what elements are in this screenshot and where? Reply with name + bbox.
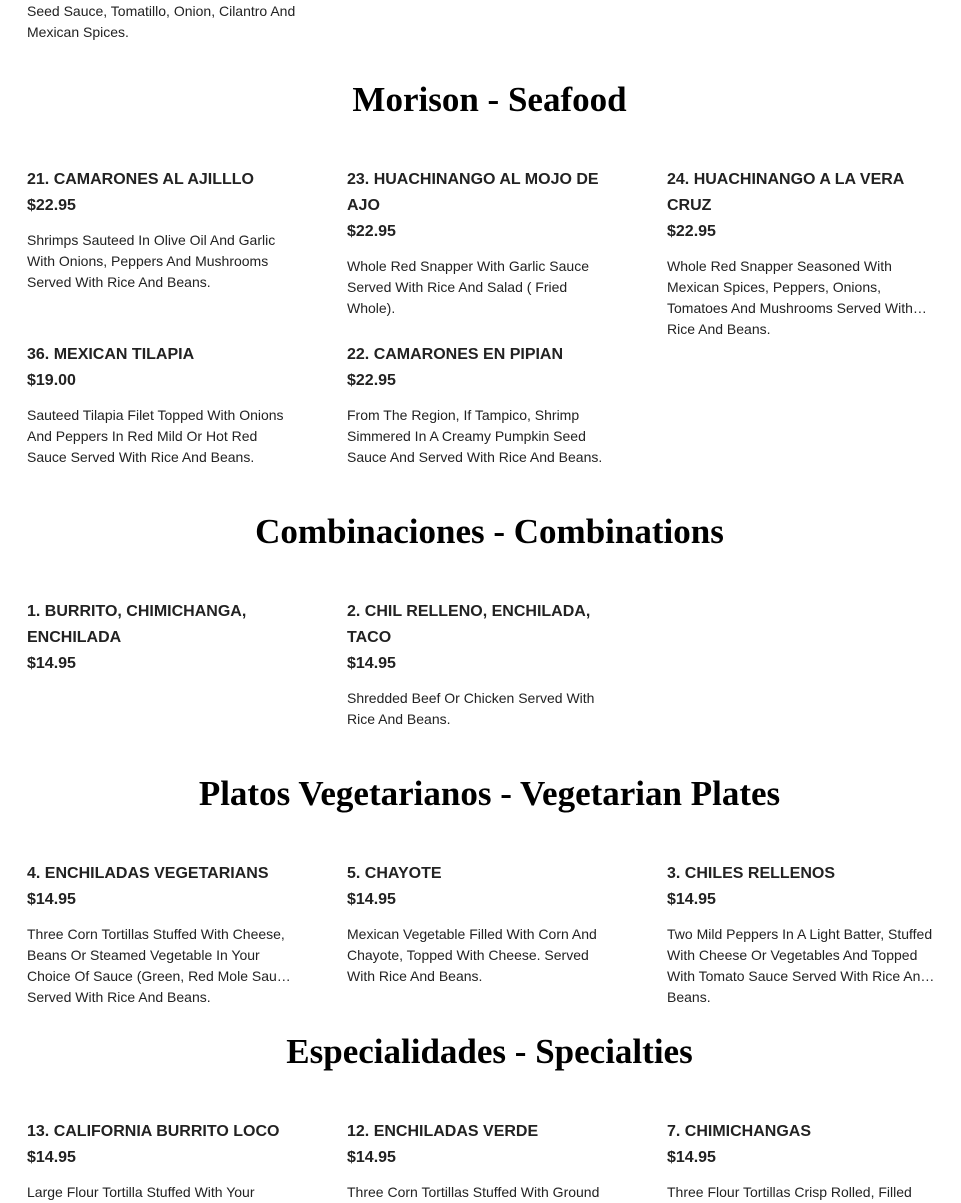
item-price: $22.95 xyxy=(347,372,396,389)
item-price: $14.95 xyxy=(347,891,396,908)
menu-item[interactable] xyxy=(347,1119,617,1203)
section-title-vegetarian: Platos Vegetarianos - Vegetarian Plates xyxy=(198,774,781,813)
item-name: 21. CAMARONES AL AJILLLO xyxy=(27,171,254,188)
menu-item[interactable] xyxy=(27,599,297,677)
item-name: 2. CHIL RELLENO, ENCHILADA, TACO xyxy=(347,603,591,646)
item-name: 7. CHIMICHANGAS xyxy=(667,1123,812,1140)
item-description: Whole Red Snapper With Garlic Sauce Served With Rice And Salad ( Fried Whole). xyxy=(347,258,589,316)
item-description: Seed Sauce, Tomatillo, Onion, Cilantro And Mexican Spices. xyxy=(27,3,296,40)
menu-item[interactable] xyxy=(27,861,297,1005)
item-name: 12. ENCHILADAS VERDE xyxy=(347,1123,539,1140)
item-price: $22.95 xyxy=(667,223,716,240)
item-name: 36. MEXICAN TILAPIA xyxy=(27,346,195,363)
item-description: Shredded Beef Or Chicken Served With Rice And Beans. xyxy=(347,690,595,727)
item-price: $14.95 xyxy=(347,1149,396,1166)
item-name: 1. BURRITO, CHIMICHANGA, ENCHILADA xyxy=(27,603,247,646)
item-price: $14.95 xyxy=(27,1149,76,1166)
menu-item[interactable] xyxy=(347,599,617,730)
section-title-seafood: Morison - Seafood xyxy=(352,80,627,119)
menu-item[interactable] xyxy=(27,1119,297,1203)
item-description: Shrimps Sauteed In Olive Oil And Garlic With Onions, Peppers And Mushrooms Served With Rice And Beans. xyxy=(27,232,276,290)
menu-item[interactable] xyxy=(667,861,937,1005)
item-name: 5. CHAYOTE xyxy=(347,865,442,882)
menu-item[interactable] xyxy=(347,861,617,987)
item-description: Sauteed Tilapia Filet Topped With Onions And Peppers In Red Mild Or Hot Red Sauce Served With Rice And Beans. xyxy=(27,407,284,465)
item-price: $14.95 xyxy=(27,655,76,672)
menu-item[interactable] xyxy=(667,1119,937,1203)
item-description: Three Corn Tortillas Stuffed With Cheese, Beans Or Steamed Vegetable In Your Choice Of Sauce (Green, Red Mole Sauce) Served With Rice And Beans. xyxy=(27,926,297,1005)
item-price: $14.95 xyxy=(667,1149,716,1166)
menu-item[interactable] xyxy=(27,167,297,293)
item-price: $22.95 xyxy=(347,223,396,240)
menu-item[interactable] xyxy=(667,167,937,337)
item-description: From The Region, If Tampico, Shrimp Simmered In A Creamy Pumpkin Seed Sauce And Served With Rice And Beans. xyxy=(347,407,603,465)
item-name: 3. CHILES RELLENOS xyxy=(667,865,836,882)
section-title-specialties: Especialidades - Specialties xyxy=(286,1032,693,1071)
item-description: Three Corn Tortillas Stuffed With Ground xyxy=(347,1184,600,1200)
item-description: Mexican Vegetable Filled With Corn And Chayote, Topped With Cheese. Served With Rice And Beans. xyxy=(347,926,597,984)
item-name: 23. HUACHINANGO AL MOJO DE AJO xyxy=(347,171,599,214)
item-description: Large Flour Tortilla Stuffed With Your xyxy=(27,1184,255,1200)
item-description: Three Flour Tortillas Crisp Rolled, Filled xyxy=(667,1184,912,1200)
item-description: Whole Red Snapper Seasoned With Mexican Spices, Peppers, Onions, Tomatoes And Mushrooms Served With Rice And Beans. xyxy=(667,258,913,337)
item-description: Two Mild Peppers In A Light Batter, Stuffed With Cheese Or Vegetables And Topped With Tomato Sauce Served With Rice And Beans. xyxy=(667,926,933,1005)
item-name: 4. ENCHILADAS VEGETARIANS xyxy=(27,865,269,882)
menu-item[interactable] xyxy=(347,342,617,468)
menu-item[interactable] xyxy=(27,342,297,468)
item-name: 24. HUACHINANGO A LA VERA CRUZ xyxy=(667,171,904,214)
menu-item[interactable] xyxy=(347,167,617,319)
item-price: $22.95 xyxy=(27,197,76,214)
item-name: 13. CALIFORNIA BURRITO LOCO xyxy=(27,1123,280,1140)
item-price: $14.95 xyxy=(27,891,76,908)
item-price: $14.95 xyxy=(347,655,396,672)
section-title-combinations: Combinaciones - Combinations xyxy=(255,512,724,551)
item-price: $19.00 xyxy=(27,372,76,389)
item-price: $14.95 xyxy=(667,891,716,908)
item-name: 22. CAMARONES EN PIPIAN xyxy=(347,346,564,363)
